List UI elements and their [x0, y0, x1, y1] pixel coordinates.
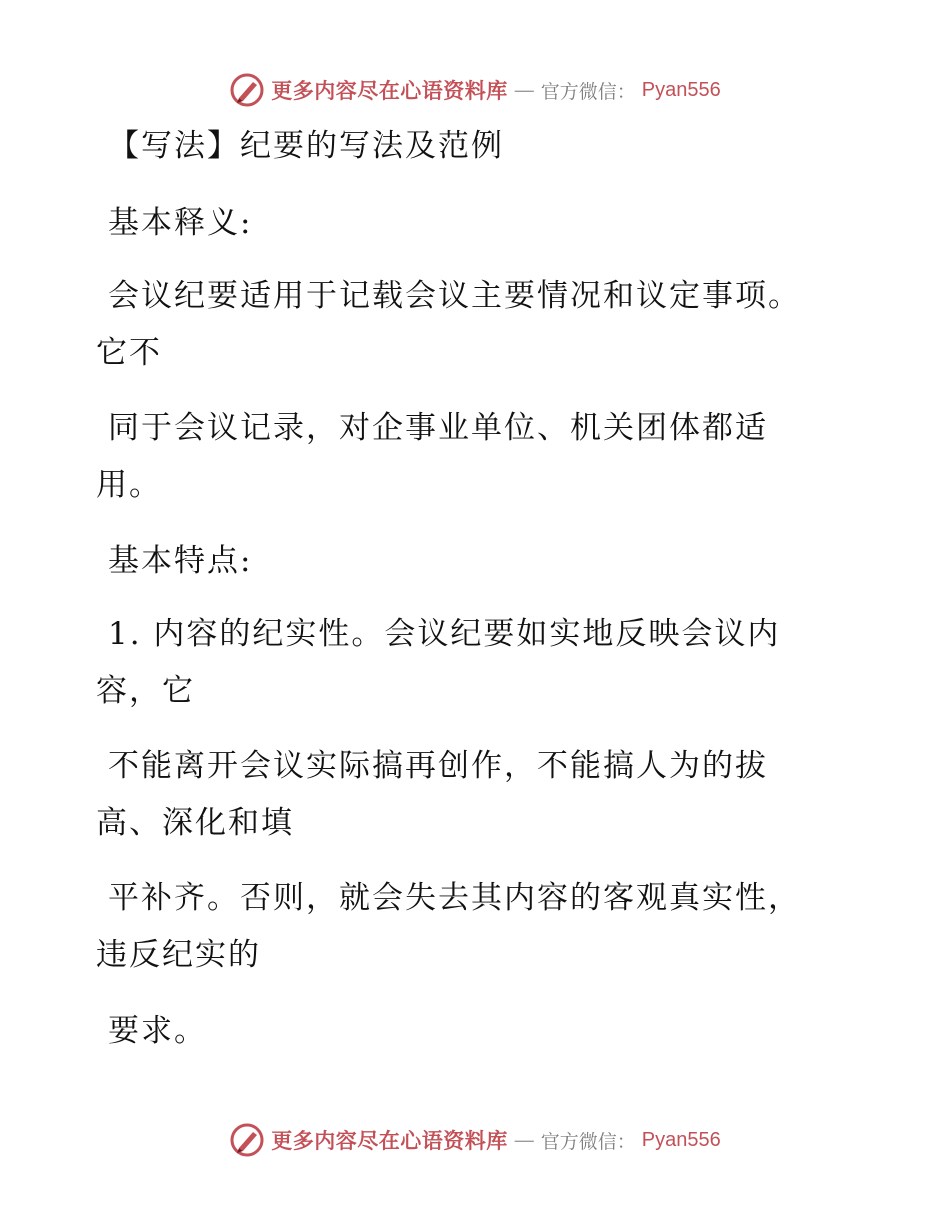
paragraph-line: 平补齐。否则，就会失去其内容的客观真实性， — [108, 880, 801, 916]
watermark-site-text: 更多内容尽在心语资料库 — [271, 78, 508, 103]
watermark-label: 官方微信： — [540, 1130, 636, 1153]
heading-features: 基本特点: — [108, 543, 253, 579]
footer-watermark — [0, 1120, 950, 1160]
pen-logo-icon — [229, 1122, 265, 1158]
paragraph-line: 高、深化和填 — [96, 805, 294, 841]
paragraph-line: 不能离开会议实际搞再创作，不能搞人为的拔 — [108, 748, 768, 784]
paragraph-line: 违反纪实的 — [96, 937, 261, 973]
paragraph-line: 同于会议记录，对企事业单位、机关团体都适 — [108, 410, 768, 446]
paragraph-line: 会议纪要适用于记载会议主要情况和议定事项。 — [108, 278, 801, 314]
watermark-account: Pyan556 — [641, 78, 721, 101]
paragraph-line: 1. 内容的纪实性。会议纪要如实地反映会议内 — [108, 616, 781, 652]
watermark-site-text: 更多内容尽在心语资料库 — [271, 1128, 508, 1153]
paragraph-line: 它不 — [96, 335, 162, 371]
document-title: 【写法】纪要的写法及范例 — [108, 128, 504, 164]
watermark-dash: — — [513, 1128, 535, 1152]
paragraph-line: 要求。 — [108, 1013, 207, 1049]
paragraph-line: 用。 — [96, 467, 162, 503]
watermark-label: 官方微信： — [540, 80, 636, 103]
paragraph-line: 容，它 — [96, 673, 195, 709]
heading-definition: 基本释义: — [108, 205, 253, 241]
watermark-account: Pyan556 — [641, 1128, 721, 1151]
watermark-dash: — — [513, 78, 535, 102]
